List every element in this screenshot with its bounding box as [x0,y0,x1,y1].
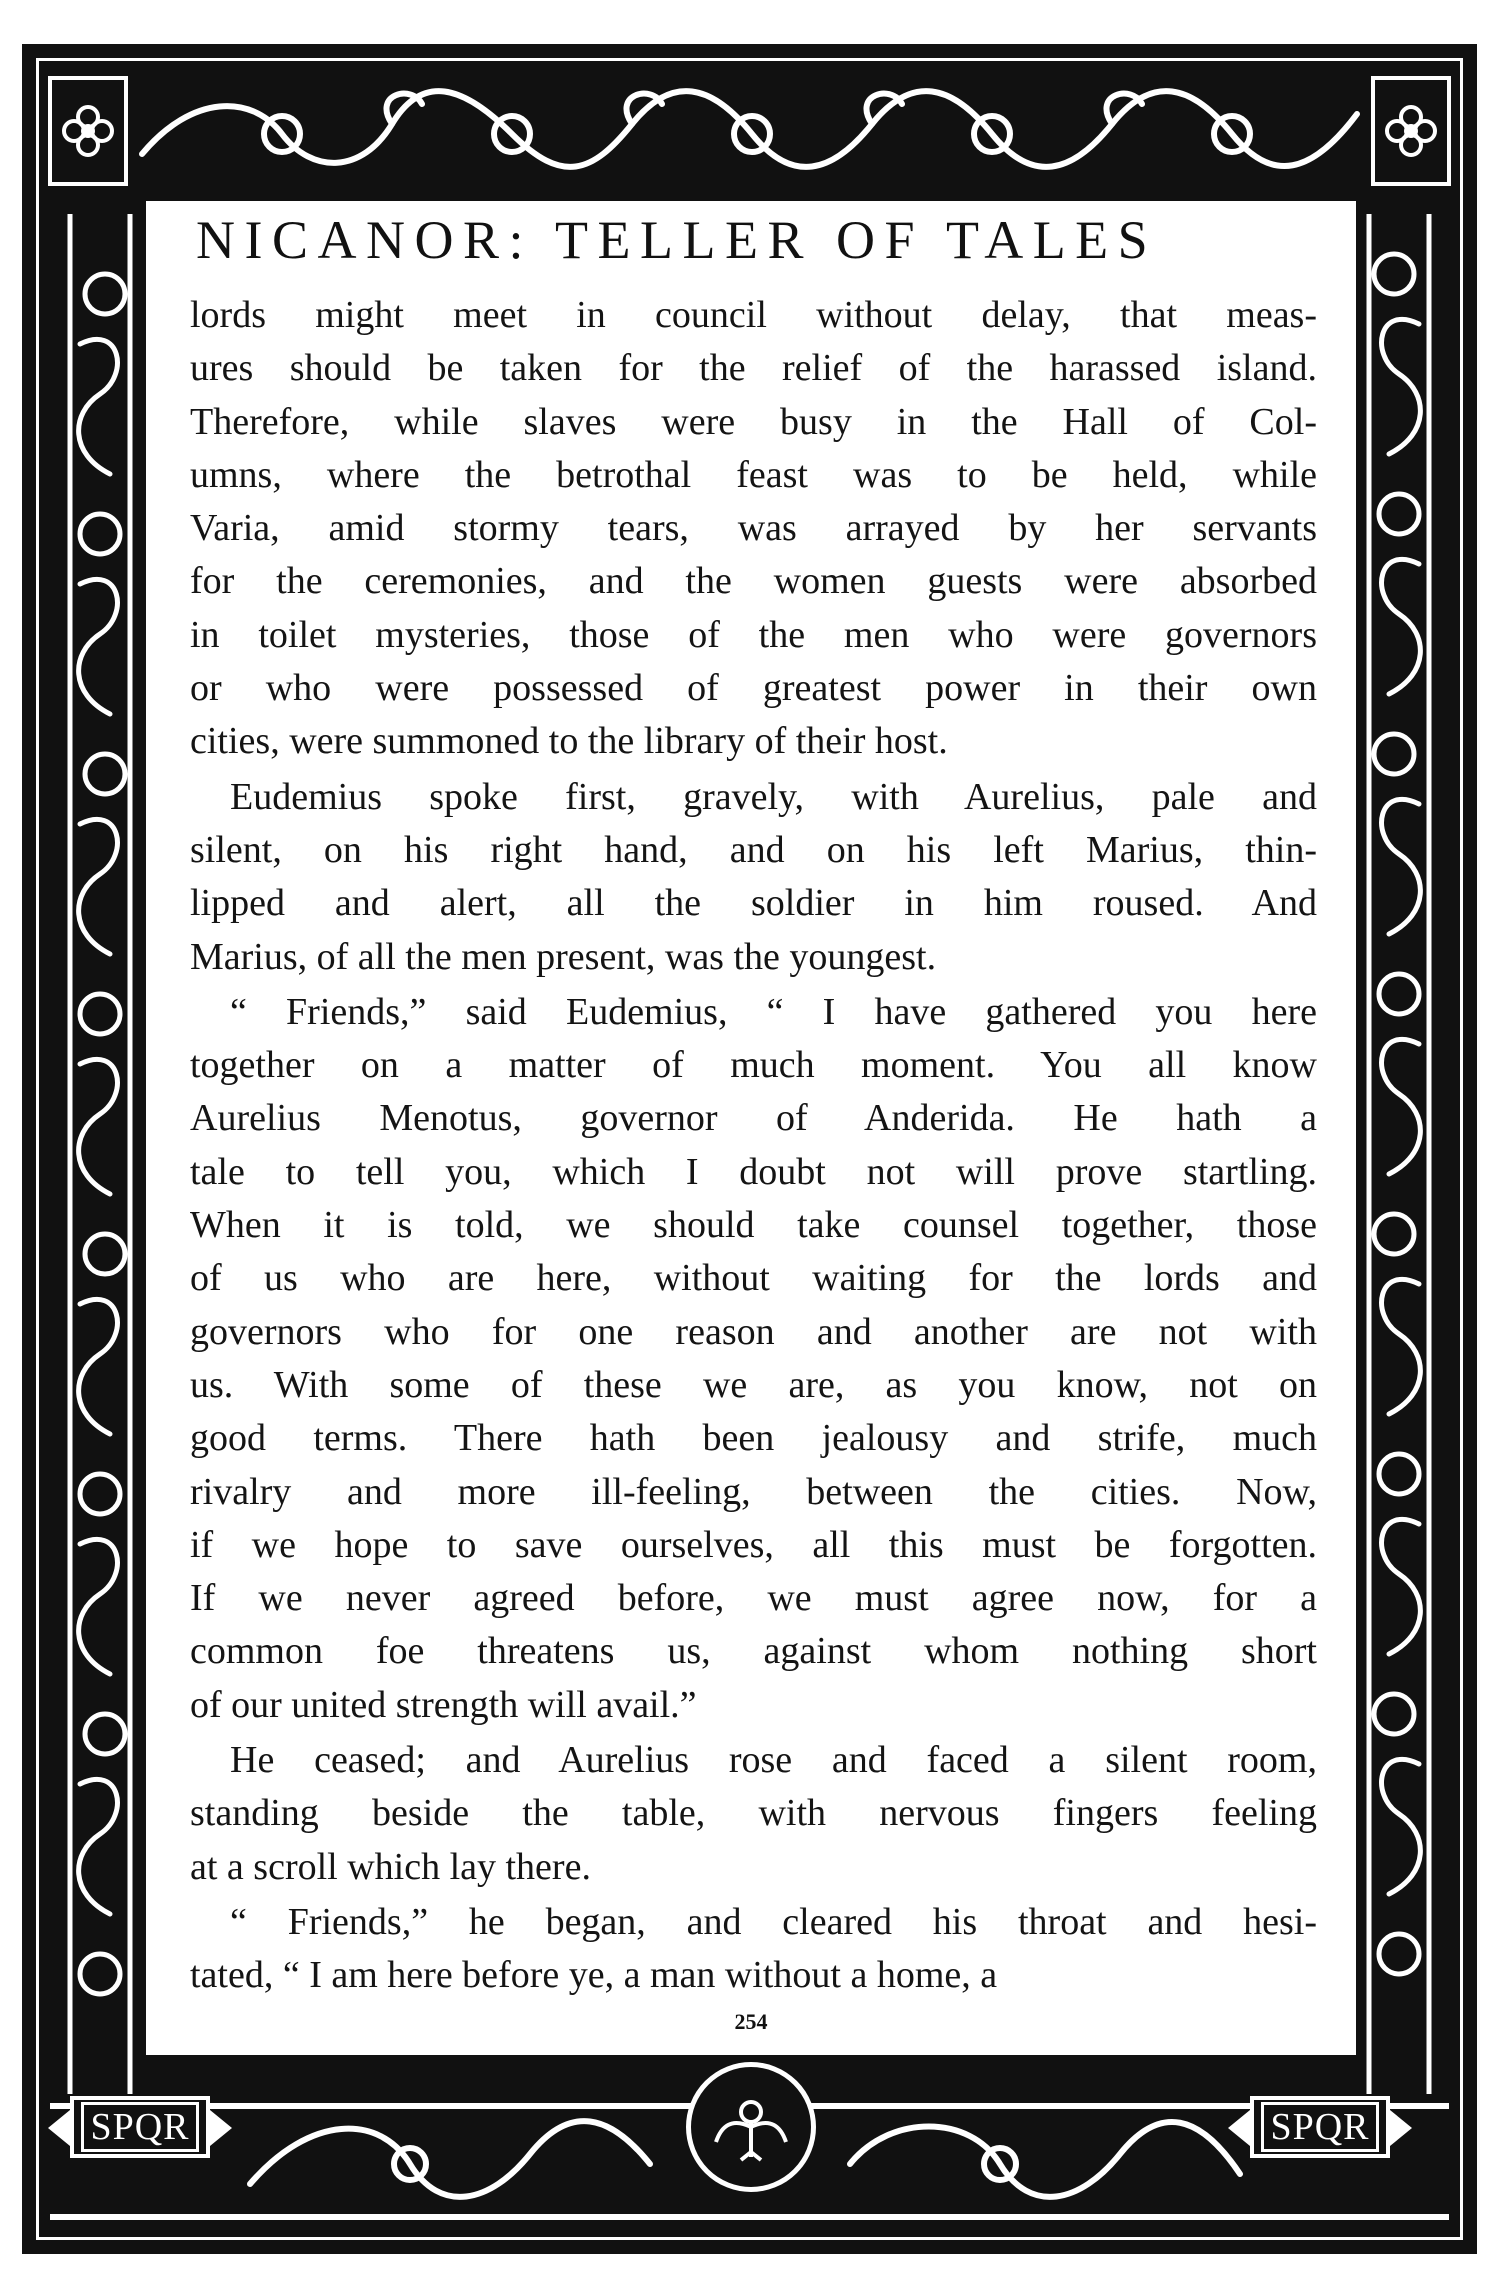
text-line: of us who are here, without waiting for the lords and [190,1257,1317,1300]
text-line: us. With some of these we are, as you know, not on [190,1363,1317,1406]
text-line: for the ceremonies, and the women guests were absorbed [190,560,1317,603]
text-line: “ Friends,” said Eudemius, “ I have gathered you here [230,990,1317,1033]
paragraph [190,771,1317,984]
right-scroll-ornament [1349,214,1449,2094]
text-line: “ Friends,” he began, and cleared his throat and hesi- [230,1900,1317,1943]
flower-ornament-icon [1371,76,1451,186]
body-text [190,289,1317,2003]
text-line: lipped and alert, all the soldier in him roused. And [190,882,1317,925]
text-line: in toilet mysteries, those of the men who were governors [190,613,1317,656]
text-line: if we hope to save ourselves, all this must be forgotten. [190,1523,1317,1566]
text-line: umns, where the betrothal feast was to be held, while [190,453,1317,496]
text-line: good terms. There hath been jealousy and strife, much [190,1417,1317,1460]
text-line: Varia, amid stormy tears, was arrayed by her servants [190,507,1317,550]
flower-ornament-icon [48,76,128,186]
paragraph [190,986,1317,1732]
text-line: together on a matter of much moment. You all know [190,1044,1317,1087]
text-panel [143,198,1359,2058]
running-title: NICANOR: TELLER OF TALES [196,210,1158,270]
text-line: tated, “ I am here before ye, a man without a home, a [190,1954,998,1997]
eagle-medallion-icon [686,2062,816,2192]
paragraph [190,1896,1317,2003]
top-scroll-ornament [132,74,1367,194]
text-line: rivalry and more ill-feeling, between the cities. Now, [190,1470,1317,1513]
spqr-plaque [70,2096,210,2158]
paragraph [190,289,1317,769]
text-line: Aurelius Menotus, governor of Anderida. He hath a [190,1097,1317,1140]
text-line: governors who for one reason and another are not with [190,1310,1317,1353]
spqr-plaque-label: SPQR [1261,2102,1378,2152]
text-line: Eudemius spoke first, gravely, with Aurelius, pale and [230,775,1317,818]
text-line: silent, on his right hand, and on his left Marius, thin- [190,828,1317,871]
spqr-plaque-label: SPQR [81,2102,198,2152]
text-line: tale to tell you, which I doubt not will prove startling. [190,1150,1317,1193]
text-line: or who were possessed of greatest power in their own [190,667,1317,710]
text-line: Therefore, while slaves were busy in the Hall of Col- [190,400,1317,443]
text-line: at a scroll which lay there. [190,1845,591,1888]
spqr-plaque [1250,2096,1390,2158]
text-line: ures should be taken for the relief of the harassed island. [190,347,1317,390]
text-line: He ceased; and Aurelius rose and faced a silent room, [230,1739,1317,1782]
text-line: common foe threatens us, against whom nothing short [190,1630,1317,1673]
text-line: cities, were summoned to the library of their host. [190,720,948,763]
page-number: 254 [734,2009,768,2034]
text-line: of our united strength will avail.” [190,1683,697,1726]
text-line: When it is told, we should take counsel together, those [190,1204,1317,1247]
left-scroll-ornament [50,214,150,2094]
text-line: standing beside the table, with nervous fingers feeling [190,1792,1317,1835]
text-line: Marius, of all the men present, was the youngest. [190,935,937,978]
paragraph [190,1734,1317,1894]
text-line: If we never agreed before, we must agree now, for a [190,1577,1317,1620]
text-line: lords might meet in council without delay, that meas- [190,294,1317,336]
